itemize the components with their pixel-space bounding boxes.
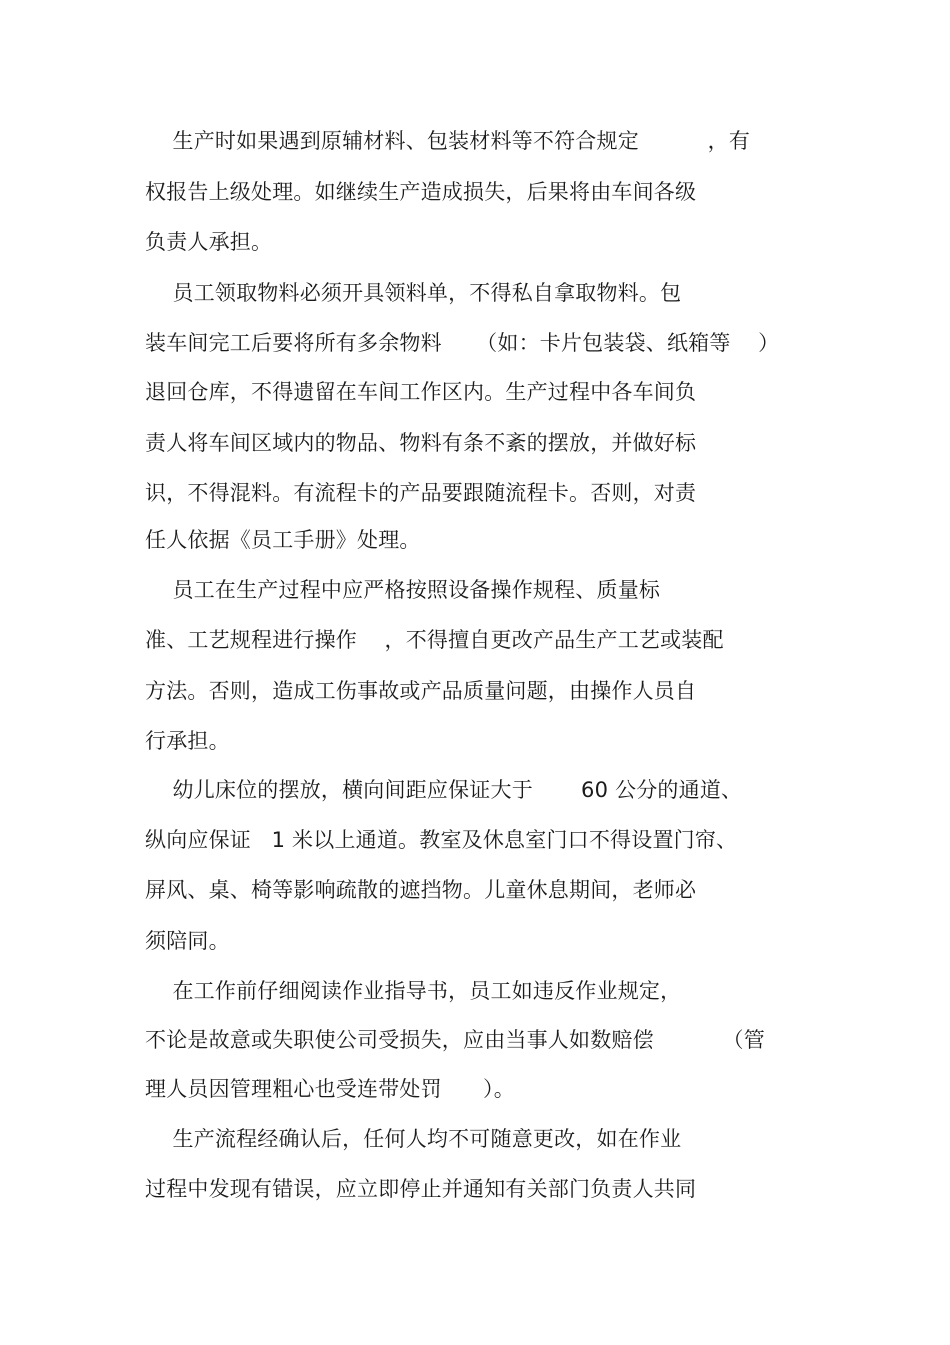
text-line: 权报告上级处理。如继续生产造成损失，后果将由车间各级: [145, 180, 697, 204]
text-line: 在工作前仔细阅读作业指导书，员工如违反作业规定，: [145, 979, 682, 1003]
text-line: 生产时如果遇到原辅材料、包装材料等不符合规定 ，有: [145, 129, 751, 153]
text-line: 生产流程经确认后，任何人均不可随意更改，如在作业: [145, 1127, 682, 1151]
text-line: 过程中发现有错误，应立即停止并通知有关部门负责人共同: [145, 1177, 697, 1201]
text-line: 负责人承担。: [145, 230, 273, 254]
text-line: 纵向应保证 1 米以上通道。教室及休息室门口不得设置门帘、: [145, 828, 738, 852]
text-line: 责人将车间区域内的物品、物料有条不紊的摆放，并做好标: [145, 431, 697, 455]
text-line: 装车间完工后要将所有多余物料 （如：卡片包装袋、纸箱等 ）: [145, 331, 780, 355]
text-line: 须陪同。: [145, 929, 230, 953]
text-line: 任人依据《员工手册》处理。: [145, 528, 421, 552]
text-line: 不论是故意或失职使公司受损失，应由当事人如数赔偿 （管: [145, 1028, 765, 1052]
text-line: 幼儿床位的摆放，横向间距应保证大于 60 公分的通道、: [145, 778, 743, 802]
text-line: 准、工艺规程进行操作 ，不得擅自更改产品生产工艺或装配: [145, 628, 724, 652]
text-line: 屏风、桌、椅等影响疏散的遮挡物。儿童休息期间，老师必: [145, 878, 697, 902]
text-line: 员工领取物料必须开具领料单，不得私自拿取物料。包: [145, 281, 682, 305]
text-line: 行承担。: [145, 729, 230, 753]
text-line: 识，不得混料。有流程卡的产品要跟随流程卡。否则，对责: [145, 481, 697, 505]
text-line: 方法。否则，造成工伤事故或产品质量问题，由操作人员自: [145, 679, 697, 703]
text-line: 退回仓库，不得遗留在车间工作区内。生产过程中各车间负: [145, 380, 697, 404]
text-line: 员工在生产过程中应严格按照设备操作规程、质量标: [145, 578, 661, 602]
text-line: 理人员因管理粗心也受连带处罚 ）。: [145, 1077, 515, 1101]
